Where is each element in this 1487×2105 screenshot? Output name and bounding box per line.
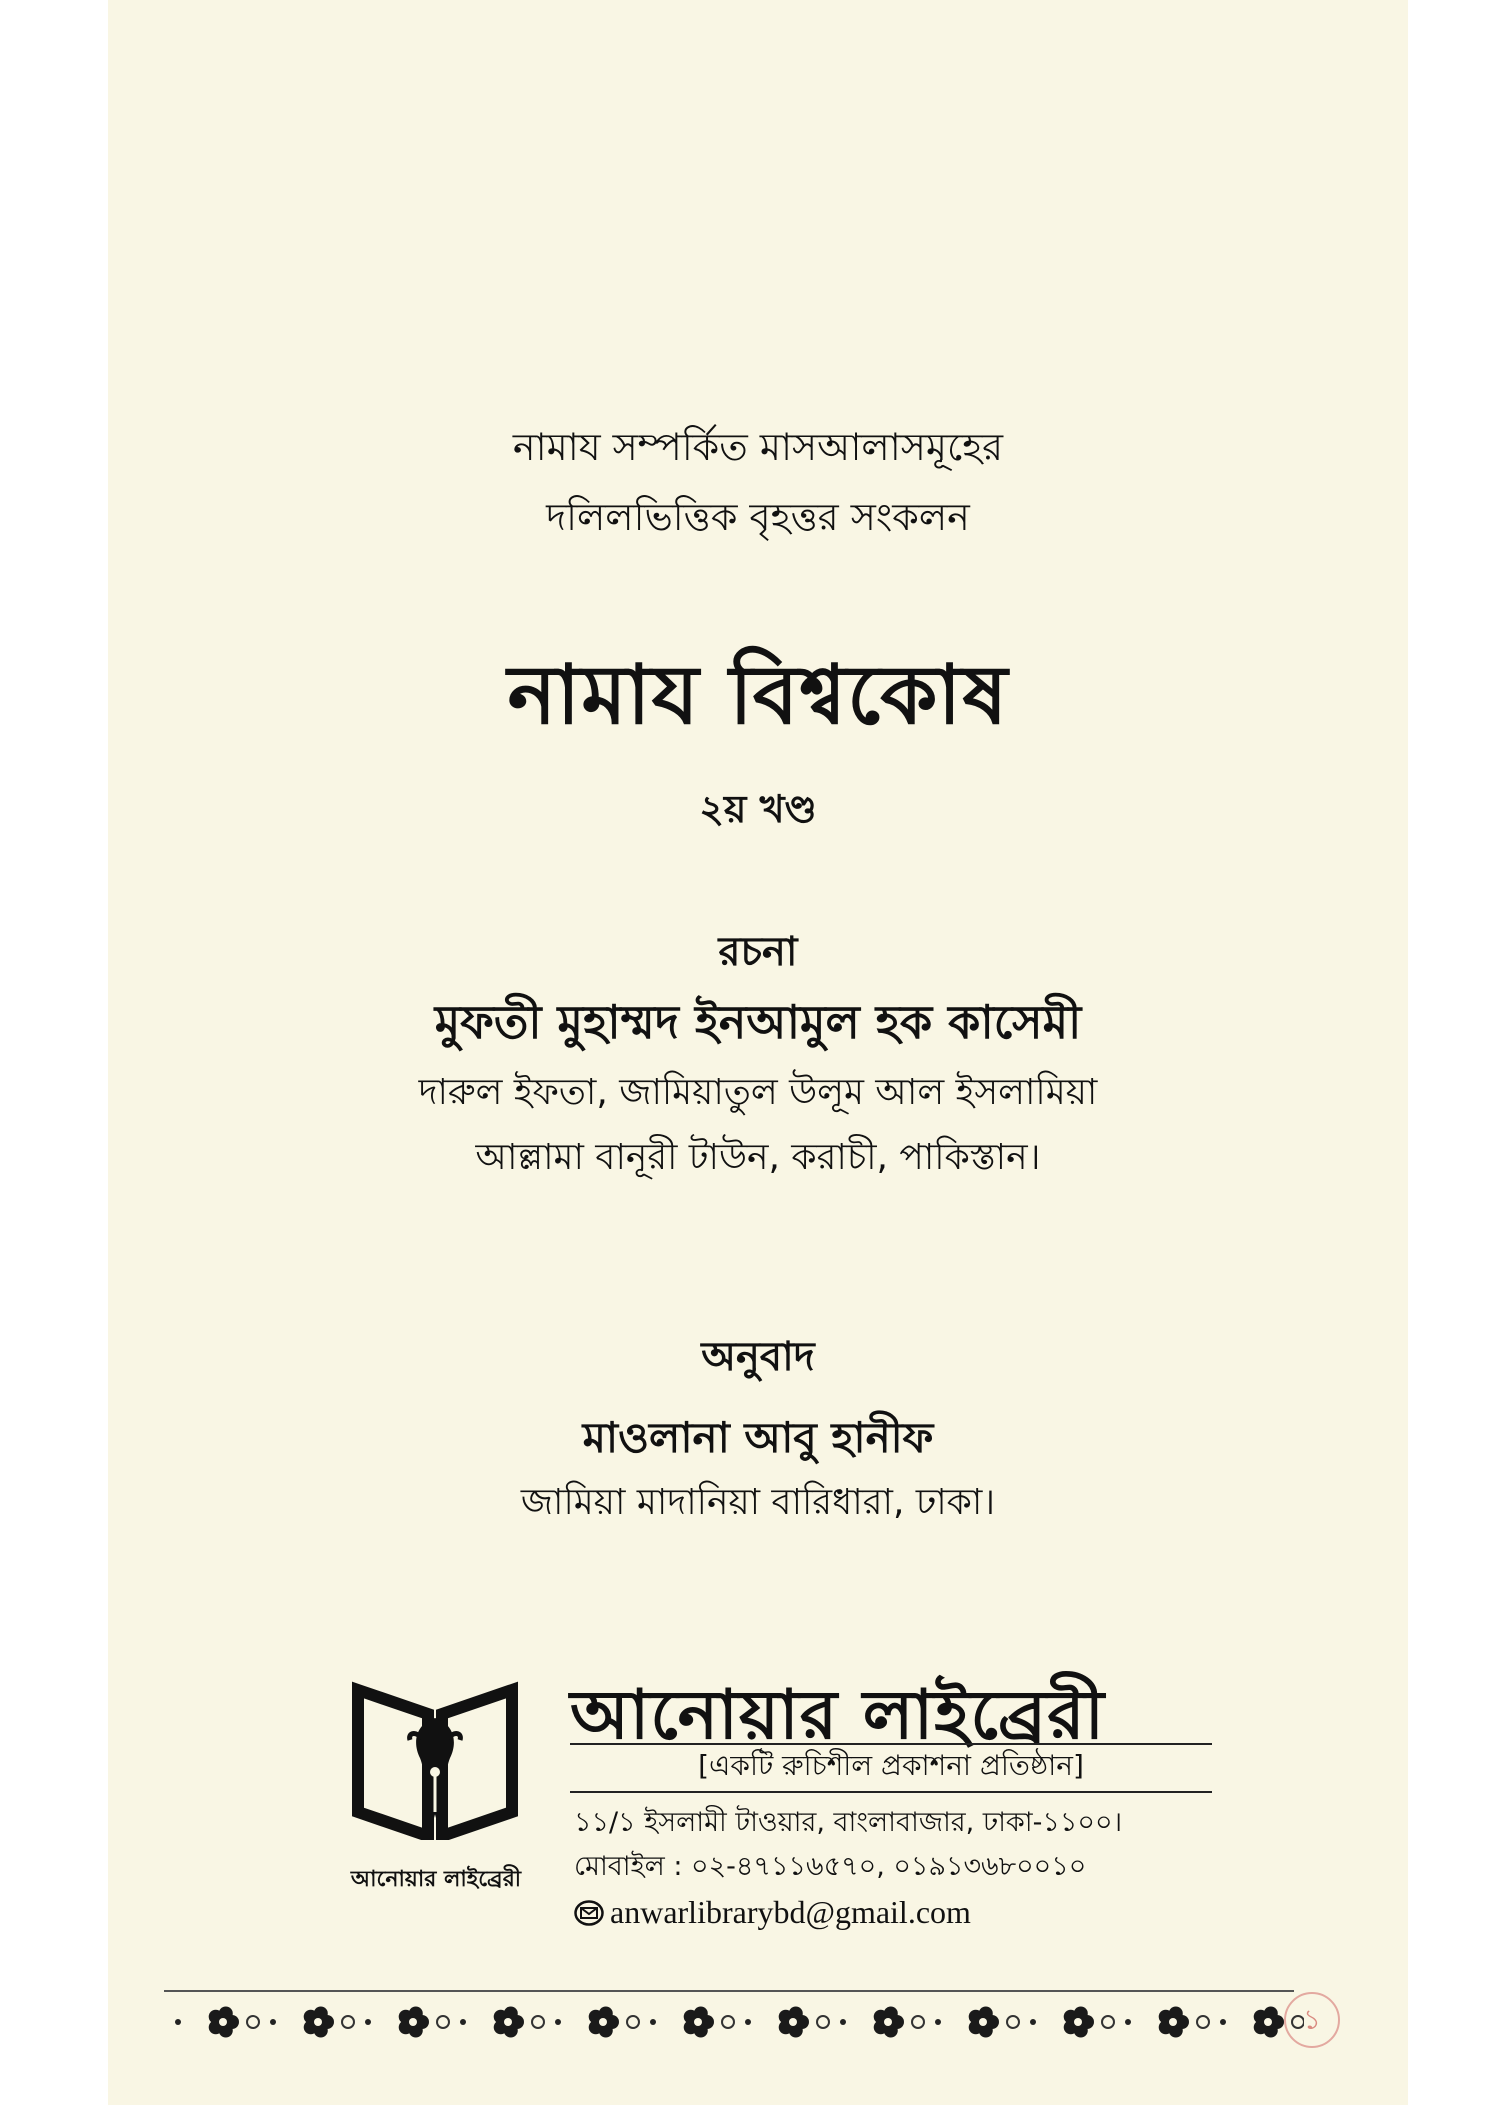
ornament-flower — [1254, 2006, 1284, 2037]
ornament-leaf — [342, 2016, 354, 2028]
volume-label: ২য় খণ্ড — [699, 787, 817, 831]
ornament-flower — [874, 2006, 904, 2037]
footer-rule — [164, 1990, 1294, 1992]
ornament-flower — [1064, 2006, 1094, 2037]
ornament-flower — [589, 2006, 619, 2037]
ornament-flower — [684, 2006, 714, 2037]
author-affiliation-line-2: আল্লামা বানূরী টাউন, করাচী, পাকিস্তান। — [475, 1137, 1041, 1178]
ornament-flower — [779, 2006, 809, 2037]
translator-name: মাওলানা আবু হানীফ — [582, 1413, 934, 1462]
ornament-dot — [555, 2019, 561, 2025]
ornament-dot — [270, 2019, 276, 2025]
ornament-leaf — [912, 2016, 924, 2028]
page-number-mark: ১ — [1284, 1992, 1340, 2048]
publisher-email[interactable]: anwarlibrarybd@gmail.com — [610, 1894, 971, 1930]
ornament-dot — [745, 2019, 751, 2025]
ornament-flower — [494, 2006, 524, 2037]
ornament-leaf — [1102, 2016, 1114, 2028]
ornament-dot — [1030, 2019, 1036, 2025]
publisher-address: ১১/১ ইসলামী টাওয়ার, বাংলাবাজার, ঢাকা-১১০০। — [574, 1807, 1123, 1838]
ornament-leaf — [722, 2016, 734, 2028]
ornament-leaf — [1007, 2016, 1019, 2028]
ornament-leaf — [1197, 2016, 1209, 2028]
ornament-leaf — [437, 2016, 449, 2028]
ornament-flower — [304, 2006, 334, 2037]
ornament-dot — [1125, 2019, 1131, 2025]
ornament-leaf — [817, 2016, 829, 2028]
ornament-dot — [460, 2019, 466, 2025]
ornament-dot — [650, 2019, 656, 2025]
title-page — [108, 0, 1408, 2105]
envelope-icon — [574, 1897, 604, 1923]
author-label: রচনা — [718, 929, 798, 975]
translator-label: অনুবাদ — [701, 1334, 815, 1380]
book-pen-logo-icon — [350, 1680, 520, 1840]
author-name: মুফতী মুহাম্মদ ইনআমুল হক কাসেমী — [434, 995, 1082, 1049]
ornament-flower — [1159, 2006, 1189, 2037]
ornament-dot — [175, 2019, 181, 2025]
ornament-flower — [969, 2006, 999, 2037]
ornament-flower — [399, 2006, 429, 2037]
author-affiliation-line-1: দারুল ইফতা, জামিয়াতুল উলূম আল ইসলামিয়া — [418, 1072, 1098, 1113]
ornament-dot — [840, 2019, 846, 2025]
subtitle-line-2: দলিলভিত্তিক বৃহত্তর সংকলন — [546, 495, 970, 539]
subtitle-line-1: নামায সম্পর্কিত মাসআলাসমূহের — [512, 425, 1004, 469]
ornament-dot — [935, 2019, 941, 2025]
logo-caption: আনোয়ার লাইব্রেরী — [350, 1867, 522, 1892]
ornament-leaf — [627, 2016, 639, 2028]
ornament-leaf — [247, 2016, 259, 2028]
floral-ornament-border — [164, 2002, 1304, 2042]
ornament-dot — [365, 2019, 371, 2025]
publisher-name: আনোয়ার লাইব্রেরী — [570, 1676, 1106, 1755]
ornament-flower — [209, 2006, 239, 2037]
publisher-email-row — [574, 1894, 971, 1931]
translator-affiliation: জামিয়া মাদানিয়া বারিধারা, ঢাকা। — [520, 1482, 996, 1523]
publisher-tagline: [একটি রুচিশীল প্রকাশনা প্রতিষ্ঠান] — [570, 1743, 1212, 1793]
ornament-dot — [1220, 2019, 1226, 2025]
ornament-leaf — [532, 2016, 544, 2028]
publisher-mobile: মোবাইল : ০২-৪৭১১৬৫৭০, ০১৯১৩৬৮০০১০ — [574, 1851, 1087, 1882]
book-title: নামায বিশ্বকোষ — [507, 648, 1009, 743]
